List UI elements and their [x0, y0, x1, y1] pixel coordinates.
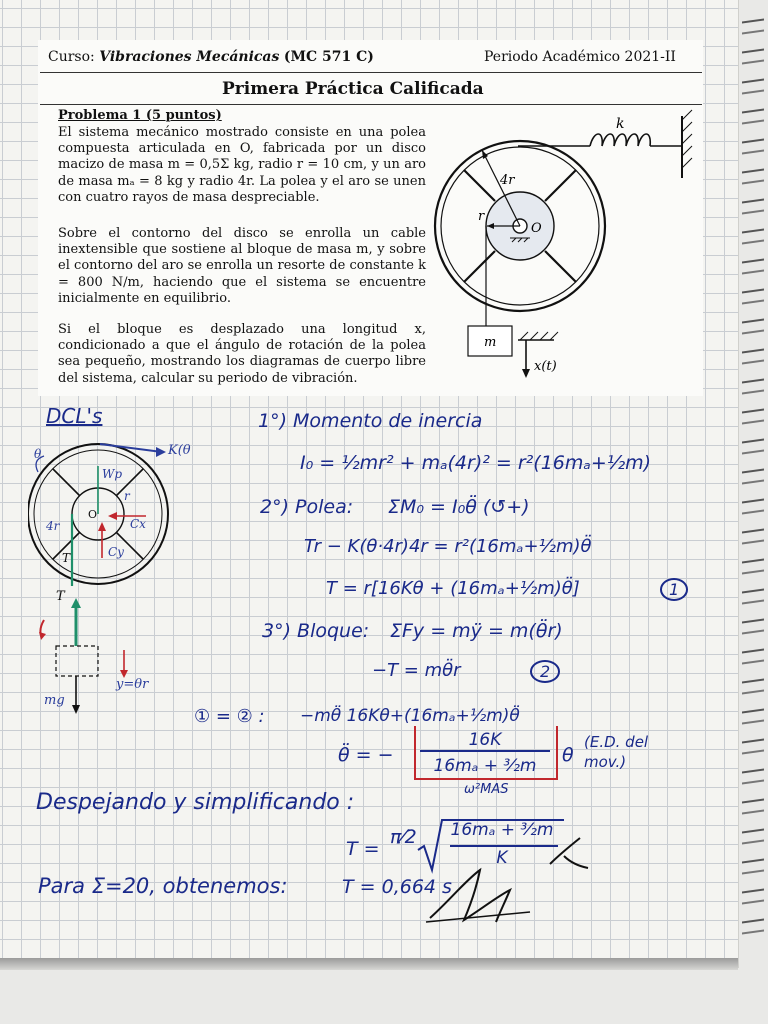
omega-bracket [414, 726, 558, 780]
fraction-denominator: 16mₐ + ³⁄₂m [433, 756, 537, 776]
title-divider [40, 104, 702, 105]
combine-equation: −mθ̈ 16Kθ+(16mₐ+½m)θ̈ [300, 706, 520, 726]
y-equals-theta-r: y=θr [116, 677, 149, 692]
equation-tag-1: 1 [660, 578, 688, 601]
svg-text:m: m [484, 335, 497, 350]
spiral-binding [738, 0, 768, 968]
page-bottom-shadow [0, 958, 738, 970]
svg-text:O: O [88, 508, 98, 521]
displacement-label: x(t) [534, 359, 557, 374]
course-name: Vibraciones Mecánicas [99, 49, 280, 65]
step3-title: 3°) Bloque: [262, 620, 370, 642]
pi-over-two: π⁄2 [390, 826, 417, 848]
sqrt-denominator: K [496, 848, 508, 868]
svg-text:r: r [124, 489, 130, 503]
theta-double-dot: θ̈ = − [338, 744, 394, 766]
pivot-label: O [531, 221, 542, 236]
step2-equation: ΣM₀ = I₀θ̈ (↺+) [388, 496, 530, 518]
grader-signature [420, 860, 540, 930]
pulley-system-figure [430, 108, 700, 388]
problem-paragraph-3: Si el bloque es desplazado una longitud x, condicionado a que el ángulo de rotación de la polea sea pequeño, mostrando los diagramas de cuerpo libre del sistema, calcular su periodo de vibración. [58, 322, 426, 386]
omega-label: ω²MAS [464, 782, 509, 797]
theta-label: θ [34, 447, 42, 461]
wp-label: Wp [102, 467, 123, 481]
step3-equation: ΣFy = mÿ = m(θ̈r) [390, 620, 563, 642]
final-result: T = 0,664 s [342, 876, 452, 898]
course-code: (MC 571 C) [283, 49, 374, 65]
exam-title: Primera Práctica Calificada [222, 79, 484, 99]
check-mark [544, 834, 594, 874]
radius-r-label: r [478, 209, 485, 224]
fraction-numerator: 16K [420, 730, 550, 752]
tension-label: T [56, 589, 65, 604]
header-divider [40, 72, 702, 73]
theta-term: θ [562, 744, 574, 766]
step1-title: 1°) Momento de inercia [258, 410, 483, 432]
radius-4r-label: 4r [500, 173, 515, 188]
period-lhs: T = [346, 838, 380, 860]
equation-tag-2: 2 [530, 660, 560, 683]
spring-label: k [616, 116, 625, 132]
problem-paragraph-1: El sistema mecánico mostrado consiste en una polea compuesta articulada en O, fabricada por un disco macizo de masa m = 0,5Σ kg, radio r = 10 cm, y un aro de masa mₐ = 8 kg y radio 4r. La polea y el aro se unen con cuatro rayos de masa despreciable. [58, 125, 426, 205]
ed-movement-note: (E.D. del mov.) [584, 733, 649, 771]
problem-title: Problema 1 (5 puntos) [58, 108, 222, 123]
sqrt-numerator: 16mₐ + ³⁄₂m [450, 820, 554, 840]
step2-equation-2: Tr − K(θ·4r)4r = r²(16mₐ+½m)θ̈ [304, 536, 592, 557]
combine-label: ① = ② : [194, 706, 265, 727]
step2-equation-3: T = r[16Kθ + (16mₐ+½m)θ̈] [326, 578, 580, 599]
final-statement: Para Σ=20, obtenemos: [38, 874, 288, 898]
mg-label: mg [44, 693, 65, 708]
step2-title: 2°) Polea: [260, 496, 354, 518]
step3-equation-2: −T = mθ̈r [372, 660, 461, 681]
cy-label: Cy [108, 545, 124, 559]
spring-force-label: K(θ [168, 443, 191, 458]
free-body-diagram [28, 438, 208, 728]
fbd-block [56, 646, 98, 676]
academic-period: Periodo Académico 2021-II [484, 49, 676, 65]
despejando-text: Despejando y simplificando : [36, 790, 355, 815]
step1-equation: I₀ = ½mr² + mₐ(4r)² = r²(16mₐ+½m) [300, 452, 652, 474]
course-header: Curso: Vibraciones Mecánicas (MC 571 C) [48, 49, 374, 65]
svg-text:T: T [62, 551, 71, 565]
cx-label: Cx [130, 517, 146, 531]
dcl-title: DCL's [46, 404, 103, 428]
problem-paragraph-2: Sobre el contorno del disco se enrolla un cable inextensible que sostiene al bloque de masa m, y sobre el contorno del aro se enrolla un resorte de constante k = 800 N/m, haciendo que el sistema se encuentre inicialmente en equilibrio. [58, 226, 426, 306]
svg-text:4r: 4r [46, 519, 60, 533]
